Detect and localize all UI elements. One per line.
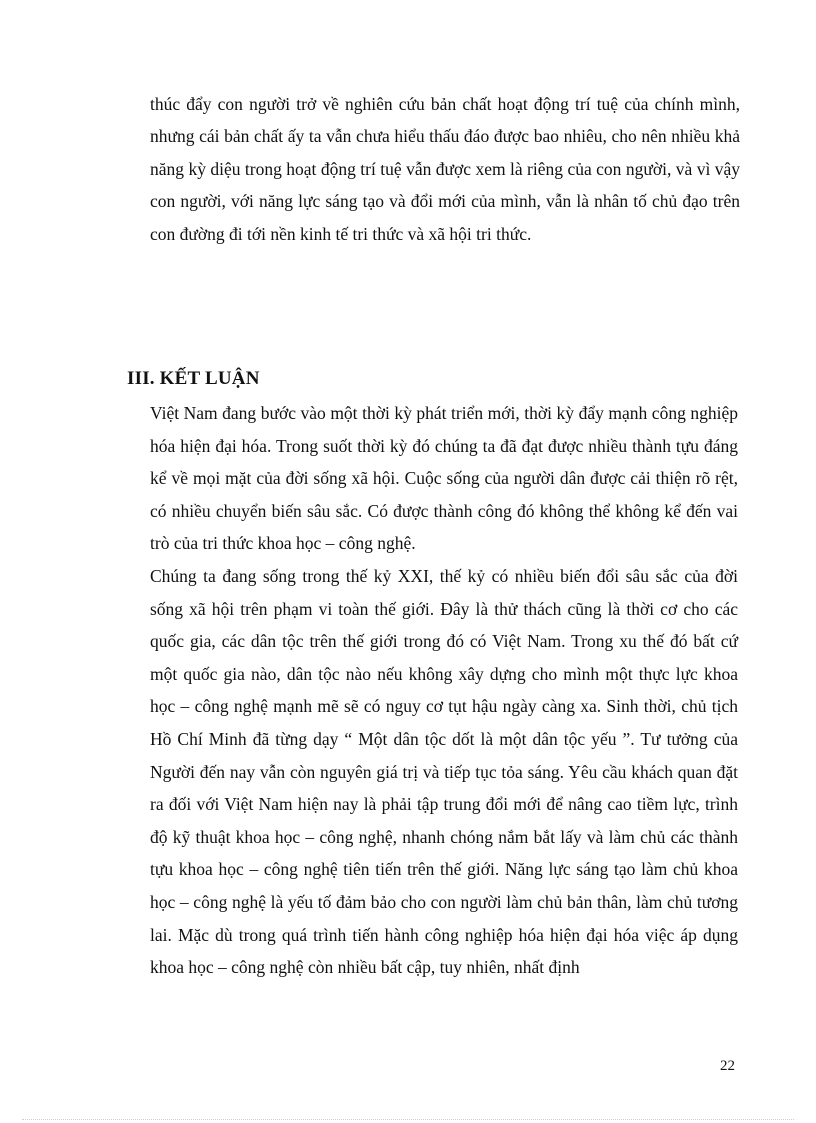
section-heading: III. KẾT LUẬN (127, 368, 260, 389)
page-number: 22 (720, 1058, 735, 1074)
page-bottom-divider (22, 1119, 794, 1120)
intro-paragraph: thúc đẩy con người trở về nghiên cứu bản chất hoạt động trí tuệ của chính mình, nhưng cái bản chất ấy ta vẫn chưa hiểu thấu đáo được bao nhiêu, cho nên nhiều khả năng kỳ diệu trong hoạt động trí tuệ vẫn được xem là riêng của con người, và vì vậy con người, với năng lực sáng tạo và đổi mới của mình, vẫn là nhân tố chủ đạo trên con đường đi tới nền kinh tế tri thức và xã hội tri thức. (150, 93, 740, 244)
conclusion-paragraph-1: Việt Nam đang bước vào một thời kỳ phát triển mới, thời kỳ đẩy mạnh công nghiệp hóa hiện đại hóa. Trong suốt thời kỳ đó chúng ta đã đạt được nhiều thành tựu đáng kể về mọi mặt của đời sống xã hội. Cuộc sống của người dân được cải thiện rõ rệt, có nhiều chuyển biến sâu sắc. Có được thành công đó không thể không kể đến vai trò của tri thức khoa học – công nghệ. (150, 403, 738, 554)
conclusion-body (150, 397, 738, 984)
conclusion-paragraph-2: Chúng ta đang sống trong thế kỷ XXI, thế kỷ có nhiều biến đổi sâu sắc của đời sống xã hội trên phạm vi toàn thế giới. Đây là thử thách cũng là thời cơ cho các quốc gia, các dân tộc trên thế giới trong đó có Việt Nam. Trong xu thế đó bất cứ một quốc gia nào, dân tộc nào nếu không xây dựng cho mình một thực lực khoa học – công nghệ mạnh mẽ sẽ có nguy cơ tụt hậu ngày càng xa. Sinh thời, chủ tịch Hồ Chí Minh đã từng dạy “ Một dân tộc dốt là một dân tộc yếu ”. Tư tưởng của Người đến nay vẫn còn nguyên giá trị và tiếp tục tỏa sáng. Yêu cầu khách quan đặt ra đối với Việt Nam hiện nay là phải tập trung đổi mới để nâng cao tiềm lực, trình độ kỹ thuật khoa học – công nghệ, nhanh chóng nắm bắt lấy và làm chủ các thành tựu khoa học – công nghệ tiên tiến trên thế giới. Năng lực sáng tạo làm chủ khoa học – công nghệ là yếu tố đảm bảo cho con người làm chủ bản thân, làm chủ tương lai. Mặc dù trong quá trình tiến hành công nghiệp hóa hiện đại hóa việc áp dụng khoa học – công nghệ còn nhiều bất cập, tuy nhiên, nhất định (150, 565, 738, 978)
